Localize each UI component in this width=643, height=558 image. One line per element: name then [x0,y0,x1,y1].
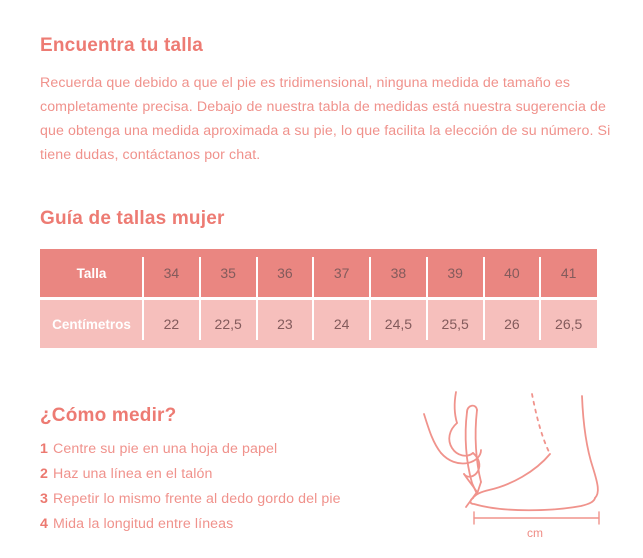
step-number: 1 [40,441,48,457]
step-number: 4 [40,516,48,532]
hand-icon [424,392,481,492]
measurement-line [474,512,599,524]
step-text: Repetir lo mismo frente al dedo gordo del pie [53,491,341,507]
step-text: Centre su pie en una hoja de papel [53,441,278,457]
find-size-title: Encuentra tu talla [40,35,204,56]
cm-cell: 24 [313,300,370,348]
talla-row-header: Talla [76,265,107,281]
cm-cell: 26 [484,300,541,348]
table-row-sizes [40,249,597,297]
size-guide-table [40,249,597,348]
find-size-description: Recuerda que debido a que el pie es tridimensional, ninguna medida de tamaño es completamente precisa. Debajo de nuestra tabla de medidas está nuestra sugerencia de que obtenga una medida aproximada a su pie, lo que facilita la elección de su número. Si tiene dudas, contáctanos por chat. [40,75,611,163]
measure-step [40,437,419,462]
size-cell: 34 [143,249,200,297]
cm-cell: 22 [143,300,200,348]
measure-step [40,512,419,537]
measure-step [40,487,419,512]
measure-step [40,462,419,487]
size-guide-title: Guía de tallas mujer [40,208,225,229]
cm-cell: 26,5 [540,300,597,348]
step-number: 3 [40,491,48,507]
cm-cell: 23 [257,300,314,348]
step-text: Haz una línea en el talón [53,466,213,482]
step-text: Mida la longitud entre líneas [53,516,234,532]
cm-cell: 24,5 [370,300,427,348]
foot-measurement-illustration [419,390,615,550]
size-cell: 37 [313,249,370,297]
size-cell: 40 [484,249,541,297]
size-cell: 39 [427,249,484,297]
cm-label: cm [527,526,543,540]
measure-steps-list [40,437,419,537]
table-row-centimeters [40,300,597,348]
foot-icon [466,394,598,510]
how-to-measure-section [40,404,615,550]
centimetros-row-header: Centímetros [52,316,131,332]
cm-cell: 22,5 [200,300,257,348]
how-to-measure-title: ¿Cómo medir? [40,405,177,426]
size-cell: 38 [370,249,427,297]
size-cell: 41 [540,249,597,297]
size-cell: 35 [200,249,257,297]
cm-cell: 25,5 [427,300,484,348]
size-cell: 36 [257,249,314,297]
step-number: 2 [40,466,48,482]
